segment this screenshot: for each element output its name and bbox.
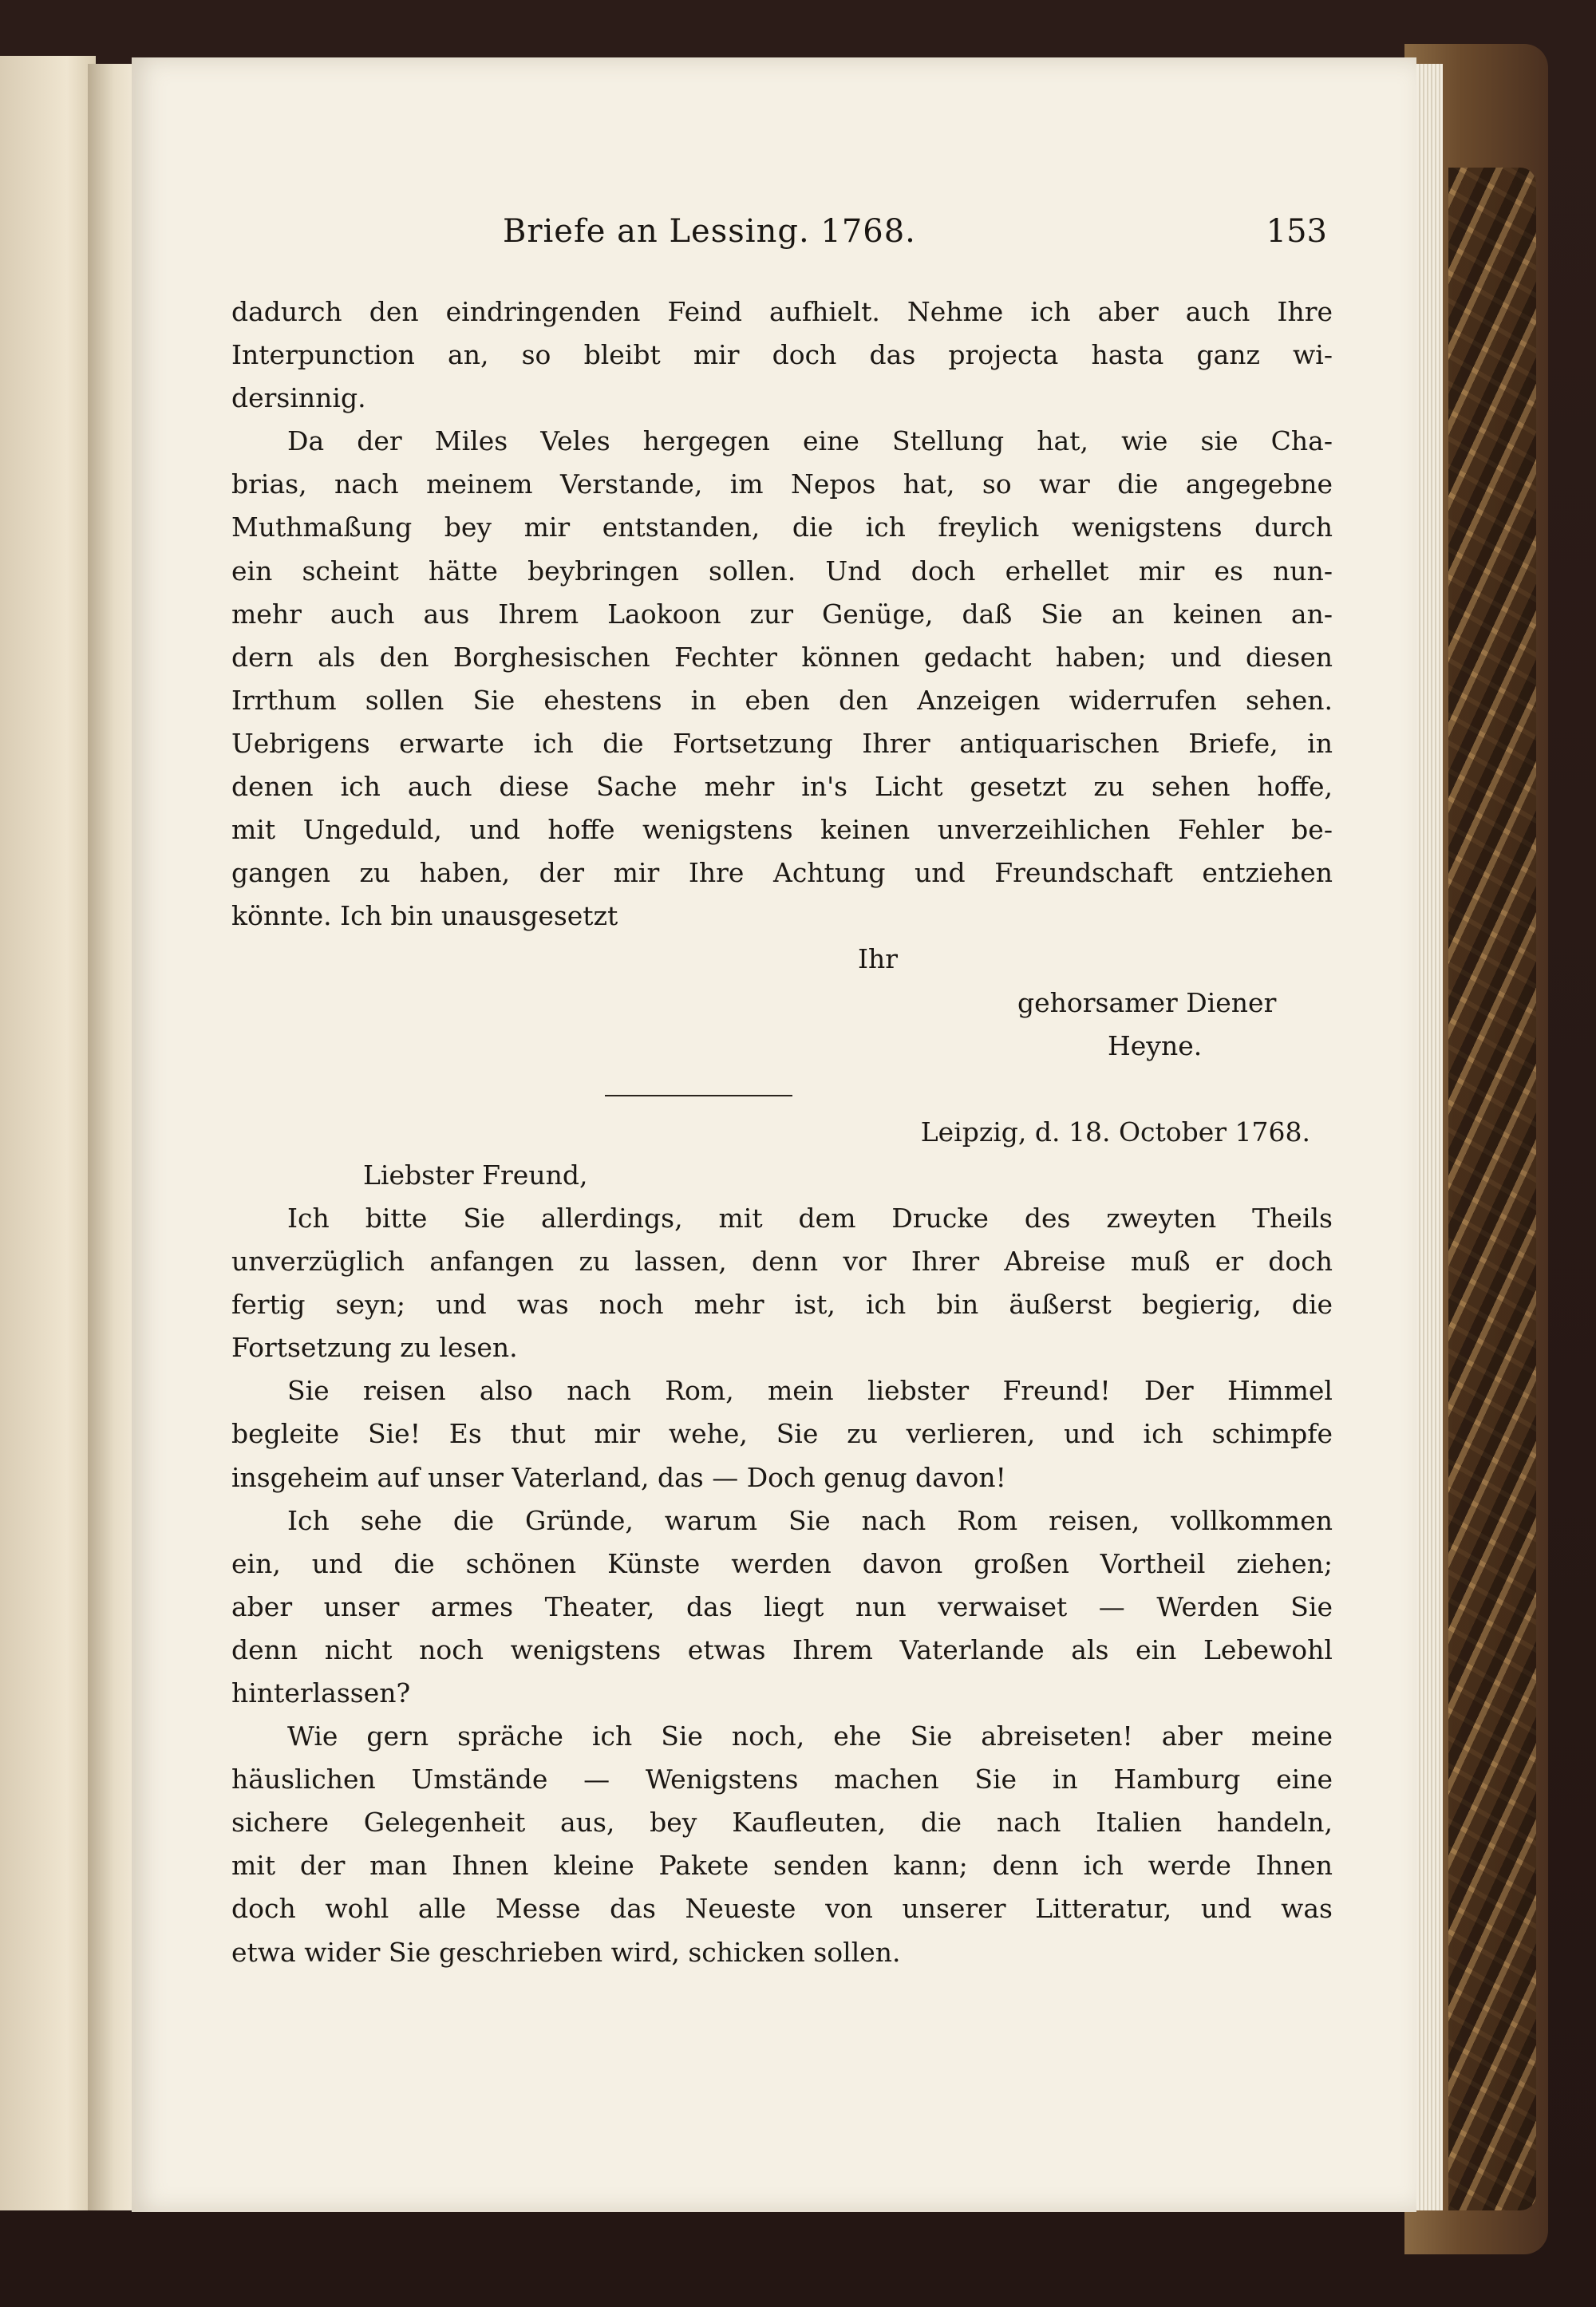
text-line: Muthmaßung bey mir entstanden, die ich freylich wenigstens durch (231, 512, 1333, 543)
marbled-endpaper (1448, 168, 1536, 2210)
text-line: sichere Gelegenheit aus, bey Kaufleuten, die nach Italien handeln, (231, 1807, 1333, 1839)
text-line: denn nicht noch wenigstens etwas Ihrem Vaterlande als ein Lebewohl (231, 1633, 1333, 1665)
facing-page-edge (0, 56, 96, 2210)
text-line: insgeheim auf unser Vaterland, das — Doch genug davon! (231, 1461, 1006, 1493)
letter-divider (231, 1068, 1333, 1111)
page-body (231, 290, 1333, 1974)
text-line: begleite Sie! Es thut mir wehe, Sie zu verlieren, und ich schimpfe (231, 1418, 1333, 1450)
letter-heyne (231, 290, 1333, 1068)
closing-servant: gehorsamer Diener (1017, 986, 1277, 1018)
page-number: 153 (1266, 213, 1327, 250)
text-line: Wie gern spräche ich Sie noch, ehe Sie abreiseten! aber meine (287, 1720, 1333, 1752)
text-line: unverzüglich anfangen zu lassen, denn vor Ihrer Abreise muß er doch (231, 1246, 1333, 1278)
letter-weisse (231, 1111, 1333, 1974)
text-line: denen ich auch diese Sache mehr in's Licht gesetzt zu sehen hoffe, (231, 771, 1333, 803)
book-gutter (88, 64, 132, 2210)
text-line: ein scheint hätte beybringen sollen. Und doch erhellet mir es nun- (231, 555, 1333, 587)
text-line: Fortsetzung zu lesen. (231, 1332, 518, 1364)
text-line: Ich sehe die Gründe, warum Sie nach Rom reisen, vollkommen (287, 1504, 1333, 1536)
text-line: gangen zu haben, der mir Ihre Achtung und Freundschaft entziehen (231, 857, 1333, 889)
text-line: mit Ungeduld, und hoffe wenigstens keinen unverzeihlichen Fehler be- (231, 814, 1333, 846)
text-line: brias, nach meinem Verstande, im Nepos hat, so war die angegebne (231, 468, 1333, 500)
salutation: Liebster Freund, (363, 1159, 588, 1191)
text-line: hinterlassen? (231, 1677, 411, 1709)
text-line: mehr auch aus Ihrem Laokoon zur Genüge, daß Sie an keinen an- (231, 598, 1333, 630)
text-line: dern als den Borghesischen Fechter können gedacht haben; und diesen (231, 641, 1333, 673)
text-line: könnte. Ich bin unausgesetzt (231, 900, 618, 932)
dateline: Leipzig, d. 18. October 1768. (920, 1116, 1310, 1148)
text-line: ein, und die schönen Künste werden davon großen Vortheil ziehen; (231, 1547, 1333, 1579)
closing-ihr: Ihr (858, 943, 899, 975)
text-line: doch wohl alle Messe das Neueste von unserer Litteratur, und was (231, 1893, 1333, 1925)
text-line: Uebrigens erwarte ich die Fortsetzung Ihrer antiquarischen Briefe, in (231, 727, 1333, 759)
text-line: Interpunction an, so bleibt mir doch das projecta hasta ganz wi- (231, 339, 1333, 371)
text-line: dadurch den eindringenden Feind aufhielt. Nehme ich aber auch Ihre (231, 296, 1333, 327)
divider-rule (605, 1095, 792, 1096)
page-header (132, 213, 1416, 261)
text-line: Ich bitte Sie allerdings, mit dem Drucke des zweyten Theils (287, 1202, 1333, 1234)
running-title: Briefe an Lessing. 1768. (503, 213, 916, 250)
text-line: etwa wider Sie geschrieben wird, schicken sollen. (231, 1936, 901, 1968)
text-line: fertig seyn; und was noch mehr ist, ich bin äußerst begierig, die (231, 1289, 1333, 1321)
signature: Heyne. (1108, 1029, 1203, 1061)
text-line: Sie reisen also nach Rom, mein liebster Freund! Der Himmel (287, 1375, 1333, 1407)
text-line: häuslichen Umstände — Wenigstens machen Sie in Hamburg eine (231, 1764, 1333, 1795)
book-page (132, 57, 1416, 2212)
text-line: dersinnig. (231, 382, 366, 414)
text-line: aber unser armes Theater, das liegt nun verwaiset — Werden Sie (231, 1590, 1333, 1622)
text-line: Da der Miles Veles hergegen eine Stellung hat, wie sie Cha- (287, 425, 1333, 457)
text-line: Irrthum sollen Sie ehestens in eben den Anzeigen widerrufen sehen. (231, 684, 1333, 716)
text-line: mit der man Ihnen kleine Pakete senden kann; denn ich werde Ihnen (231, 1850, 1333, 1882)
